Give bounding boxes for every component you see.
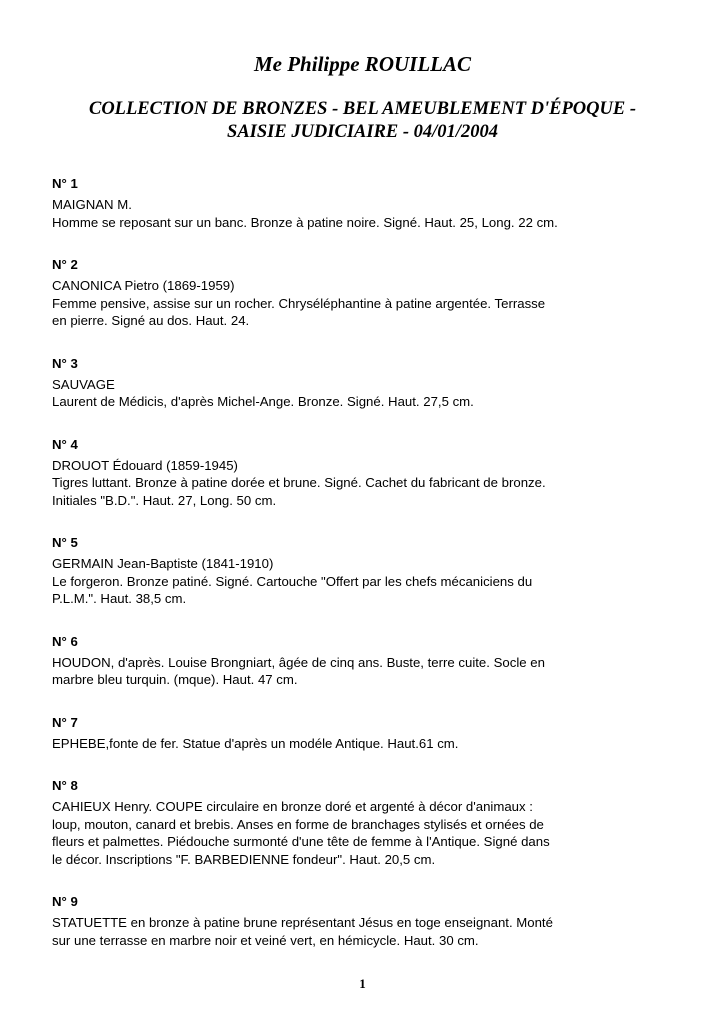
lot-entry	[52, 436, 672, 510]
lot-entry	[52, 256, 672, 330]
lot-artist-line: HOUDON, d'après. Louise Brongniart, âgée de cinq ans. Buste, terre cuite. Socle en	[52, 654, 545, 670]
document-title: Me Philippe ROUILLAC	[253, 52, 471, 76]
lot-description-line: Le forgeron. Bronze patiné. Signé. Cartouche "Offert par les chefs mécaniciens du	[52, 573, 533, 589]
lot-number: N° 2	[52, 257, 78, 272]
lot-description-line: le décor. Inscriptions "F. BARBEDIENNE fondeur". Haut. 20,5 cm.	[52, 851, 436, 867]
lot-entry	[52, 534, 672, 608]
subtitle-line: SAISIE JUDICIAIRE - 04/01/2004	[227, 122, 498, 142]
lot-description-line: sur une terrasse en marbre noir et veiné vert, en hémicycle. Haut. 30 cm.	[52, 932, 479, 948]
lot-artist-line: EPHEBE,fonte de fer. Statue d'après un modéle Antique. Haut.61 cm.	[52, 735, 459, 751]
lot-list	[52, 175, 672, 974]
lot-entry	[52, 893, 672, 949]
lot-entry	[52, 777, 672, 868]
document-subtitle	[40, 98, 685, 144]
lot-number: N° 1	[52, 176, 78, 191]
lot-description-line: Laurent de Médicis, d'après Michel-Ange. Bronze. Signé. Haut. 27,5 cm.	[52, 394, 474, 409]
lot-entry	[52, 633, 672, 689]
lot-number: N° 5	[52, 535, 78, 550]
lot-number: N° 6	[52, 633, 78, 649]
lot-description-line: Tigres luttant. Bronze à patine dorée et brune. Signé. Cachet du fabricant de bronze.	[52, 475, 546, 490]
lot-description-line: en pierre. Signé au dos. Haut. 24.	[52, 313, 250, 328]
lot-artist-line: MAIGNAN M.	[52, 197, 132, 212]
lot-entry	[52, 175, 672, 231]
lot-description-line: fleurs et palmettes. Piédouche surmonté d'une tête de femme à l'Antique. Signé dans	[52, 834, 550, 849]
lot-description-line: loup, mouton, canard et brebis. Anses en forme de branchages stylisés et ornées de	[52, 816, 544, 832]
lot-number: N° 3	[52, 355, 78, 371]
lot-entry	[52, 355, 672, 411]
lot-number: N° 9	[52, 894, 78, 909]
lot-number: N° 7	[52, 714, 78, 730]
lot-description-line: P.L.M.". Haut. 38,5 cm.	[52, 591, 187, 606]
page-number: 1	[359, 976, 366, 991]
lot-number: N° 8	[52, 778, 78, 793]
lot-artist-line: SAUVAGE	[52, 376, 115, 392]
subtitle-line: COLLECTION DE BRONZES - BEL AMEUBLEMENT D'ÉPOQUE -	[88, 99, 636, 119]
lot-artist-line: CAHIEUX Henry. COUPE circulaire en bronze doré et argenté à décor d'animaux :	[52, 799, 533, 814]
lot-number: N° 4	[52, 436, 78, 452]
lot-description-line: Femme pensive, assise sur un rocher. Chryséléphantine à patine argentée. Terrasse	[52, 295, 546, 311]
lot-entry	[52, 714, 672, 753]
lot-artist-line: STATUETTE en bronze à patine brune représentant Jésus en toge enseignant. Monté	[52, 915, 553, 930]
lot-description-line: Homme se reposant sur un banc. Bronze à patine noire. Signé. Haut. 25, Long. 22 cm.	[52, 214, 558, 230]
lot-description-line: marbre bleu turquin. (mque). Haut. 47 cm.	[52, 672, 298, 687]
lot-artist-line: DROUOT Édouard (1859-1945)	[52, 457, 238, 473]
lot-description-line: Initiales "B.D.". Haut. 27, Long. 50 cm.	[52, 492, 277, 508]
lot-artist-line: GERMAIN Jean-Baptiste (1841-1910)	[52, 556, 274, 571]
lot-artist-line: CANONICA Pietro (1869-1959)	[52, 278, 235, 293]
